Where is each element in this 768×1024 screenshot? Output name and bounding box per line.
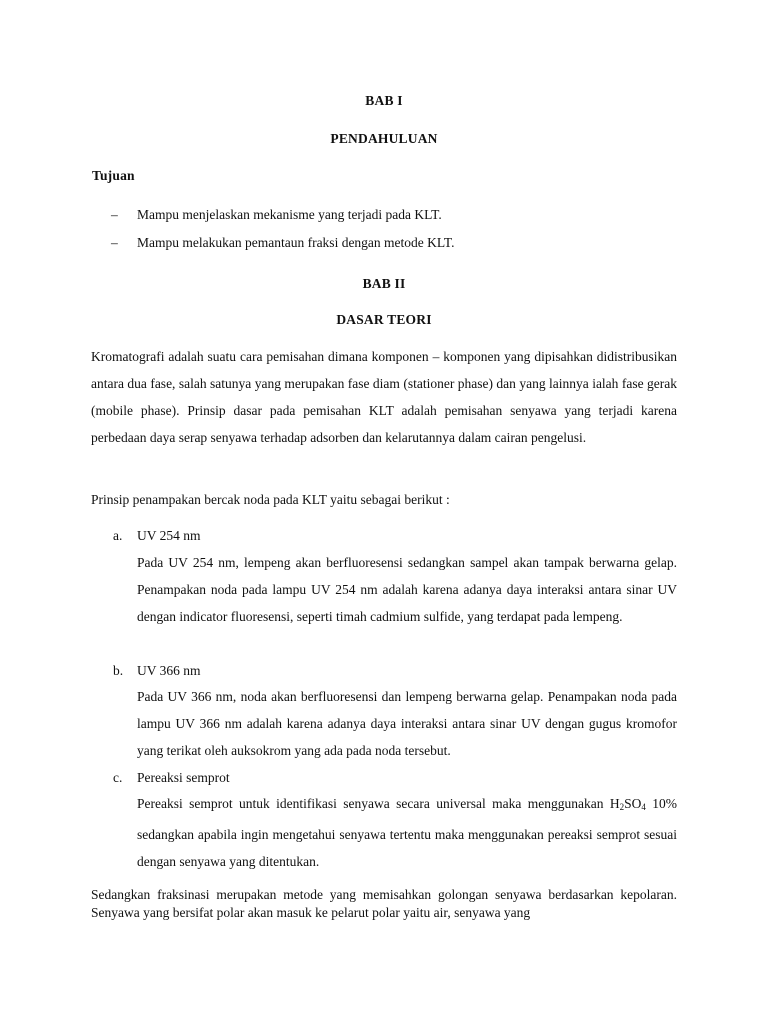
- bab1-title: PENDAHULUAN: [330, 131, 438, 146]
- dasar-teori-paragraph-2: Sedangkan fraksinasi merupakan metode yang memisahkan golongan senyawa berdasarkan kepolaran. Senyawa yang bersifat polar akan masuk ke pelarut polar yaitu air, senyawa yang: [91, 887, 677, 920]
- list-text-c: Pereaksi semprot untuk identifikasi senyawa secara universal maka menggunakan $H_2SO_4$ 10% sedangkan apabila ingin mengetahui senyawa tertentu maka menggunakan pereaksi semprot sesuai dengan senyawa yang ditentukan.: [137, 796, 677, 869]
- bab1-label: BAB I: [365, 93, 403, 108]
- list-marker-b: b.: [113, 663, 124, 678]
- bab2-title: DASAR TEORI: [336, 312, 432, 327]
- dasar-teori-paragraph-1: Kromatografi adalah suatu cara pemisahan dimana komponen – komponen yang dipisahkan didistribusikan antara dua fase, salah satunya yang merupakan fase diam (stationer phase) dan yang lainnya ialah fase gerak (mobile phase). Prinsip dasar pada pemisahan KLT adalah pemisahan senyawa yang terjadi karena perbedaan daya serap senyawa terhadap adsorben dan kelarutannya dalam cairan pengelusi.: [91, 349, 677, 445]
- tujuan-item-1: Mampu menjelaskan mekanisme yang terjadi pada KLT.: [137, 207, 442, 222]
- list-text-a: Pada UV 254 nm, lempeng akan berfluoresensi sedangkan sampel akan tampak berwarna gelap. Penampakan noda pada lampu UV 254 nm adalah karena adanya daya interaksi antara sinar UV dengan indicator fluoresensi, seperti timah cadmium sulfide, yang terdapat pada lempeng.: [137, 555, 677, 624]
- list-title-a: UV 254 nm: [137, 528, 201, 543]
- list-marker-c: c.: [113, 770, 123, 785]
- bullet-dash: –: [111, 235, 118, 250]
- tujuan-item-2: Mampu melakukan pemantaun fraksi dengan metode KLT.: [137, 235, 455, 250]
- bab2-label: BAB II: [362, 276, 406, 291]
- list-text-b: Pada UV 366 nm, noda akan berfluoresensi dan lempeng berwarna gelap. Penampakan noda pada lampu UV 366 nm adalah karena adanya daya interaksi antara sinar UV dengan gugus kromofor yang terikat oleh auksokrom yang ada pada noda tersebut.: [137, 689, 677, 758]
- list-marker-a: a.: [113, 528, 123, 543]
- bullet-dash: –: [111, 207, 118, 222]
- list-title-c: Pereaksi semprot: [137, 770, 230, 785]
- tujuan-heading: Tujuan: [92, 168, 135, 183]
- list-title-b: UV 366 nm: [137, 663, 201, 678]
- list-intro: Prinsip penampakan bercak noda pada KLT yaitu sebagai berikut :: [91, 492, 450, 507]
